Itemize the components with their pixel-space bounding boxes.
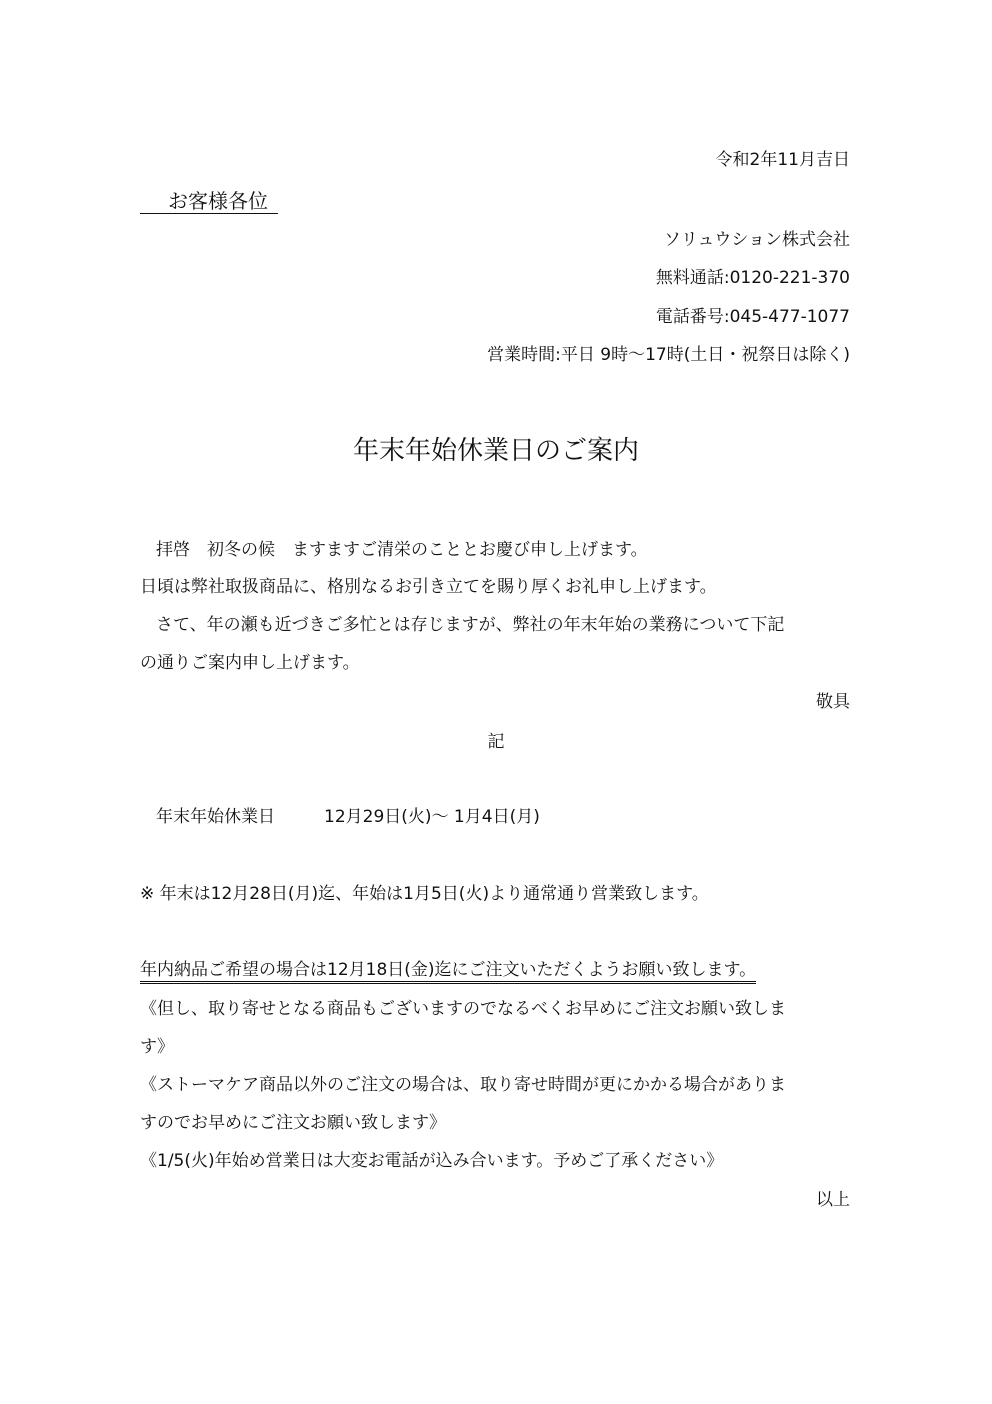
ki-heading: 記 xyxy=(487,732,505,752)
remark-line: すのでお早めにご注文お願い致します》 xyxy=(140,1113,446,1133)
sender-phone: 電話番号:045-477-1077 xyxy=(655,307,850,327)
body-line: 拝啓 初冬の候 ますますご清栄のこととお慶び申し上げます。 xyxy=(156,540,648,560)
sender-toll-free: 無料通話:0120-221-370 xyxy=(655,268,850,288)
deadline-notice xyxy=(140,958,756,982)
letter-date: 令和2年11月吉日 xyxy=(715,150,850,170)
holiday-label: 年末年始休業日 xyxy=(156,807,275,827)
remark-line: 《但し、取り寄せとなる商品もございますのでなるべくお早めにご注文お願い致しま xyxy=(140,999,786,1019)
body-line: さて、年の瀬も近づきご多忙とは存じますが、弊社の年末年始の業務について下記 xyxy=(156,615,785,635)
document-title: 年末年始休業日のご案内 xyxy=(352,436,639,466)
remark-line: す》 xyxy=(140,1037,174,1057)
closing-keigu: 敬具 xyxy=(816,692,850,712)
sender-company: ソリュウション株式会社 xyxy=(663,230,850,250)
body-line: の通りご案内申し上げます。 xyxy=(140,653,360,673)
recipient-salutation xyxy=(140,188,278,215)
holiday-period: 12月29日(火)～ 1月4日(月) xyxy=(324,807,540,827)
business-note: ※ 年末は12月28日(月)迄、年始は1月5日(火)より通常通り営業致します。 xyxy=(140,884,709,904)
end-ijo: 以上 xyxy=(816,1190,850,1210)
recipient-text: お客様各位 xyxy=(140,189,278,214)
remark-line: 《ストーマケア商品以外のご注文の場合は、取り寄せ時間が更にかかる場合がありま xyxy=(140,1075,786,1095)
sender-hours: 営業時間:平日 9時～17時(土日・祝祭日は除く) xyxy=(487,345,850,365)
remark-line: 《1/5(火)年始め営業日は大変お電話が込み合います。予めご了承ください》 xyxy=(140,1151,724,1171)
deadline-text: 年内納品ご希望の場合は12月18日(金)迄にご注文いただくようお願い致します。 xyxy=(140,960,756,984)
body-line: 日頃は弊社取扱商品に、格別なるお引き立てを賜り厚くお礼申し上げます。 xyxy=(140,577,717,597)
